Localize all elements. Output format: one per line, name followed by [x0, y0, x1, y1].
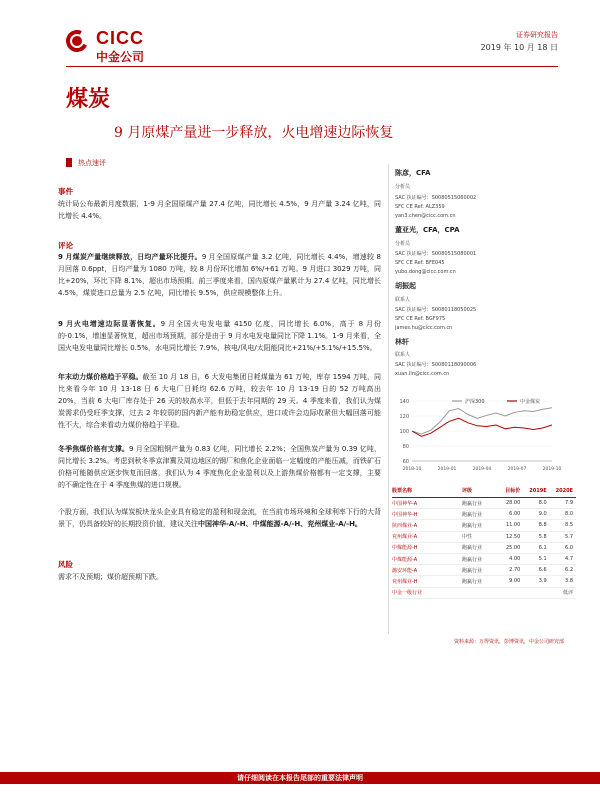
- rating-cell: 跑赢行业: [462, 553, 500, 564]
- stock-name-cell: 中国神华-H: [392, 509, 462, 520]
- value-cell: 6.6: [523, 565, 549, 576]
- analyst-email[interactable]: james.hu@cicc.com.cn: [395, 325, 453, 331]
- chart-grid: [412, 401, 552, 461]
- y-tick-label: 60: [402, 459, 409, 465]
- paragraph-coking-lead: 冬季焦煤价格有支撑。: [58, 445, 130, 453]
- series-line: [412, 408, 552, 434]
- y-tick-label: 80: [402, 444, 409, 450]
- value-cell: 低评: [550, 587, 576, 598]
- table-row: [392, 520, 576, 531]
- rating-cell: 跑赢行业: [462, 576, 500, 587]
- sector-title: 煤炭: [66, 86, 111, 112]
- stock-name-cell: 中煤能源-A: [392, 553, 462, 564]
- analyst-sac: SAC 执证编号：S0080515060002: [395, 195, 477, 201]
- paragraph-supply-body: 9 月全国原煤产量 3.2 亿吨，同比增长 4.4%，增速较 8 月回落 0.6ppt，日均产量为 1080 万吨，较 8 月份环比增加 6%/+61 万吨。9 月进口 3029 万吨，同比+20%，环比下降 8.1%，超出市场预期。前三季度来看，国内原煤产量累计为 27.4 亿吨，同比增长 4.5%，煤炭进口总量为 2.5 亿吨，同比增长 9.5%，供应规模整体上升。: [58, 253, 381, 297]
- table-row: [392, 498, 576, 509]
- report-headline: 9 月原煤产量进一步释放，火电增速边际恢复: [114, 125, 394, 141]
- risk-title: 风险: [58, 560, 73, 569]
- rating-cell: 跑赢行业: [462, 520, 500, 531]
- value-cell: [500, 587, 523, 598]
- analyst-name: 陈彦，CFA: [395, 169, 431, 177]
- analyst-role: 分析员: [395, 241, 411, 247]
- paragraph-supply-lead: 9 月煤炭产量继续释放，日均产量环比提升。: [58, 253, 202, 261]
- stock-name-cell: 中国神华-A: [392, 498, 462, 509]
- value-cell: 5.1: [523, 553, 549, 564]
- value-cell: 4.7: [550, 553, 576, 564]
- value-cell: 2.70: [500, 565, 523, 576]
- rating-cell: 跑赢行业: [462, 565, 500, 576]
- paragraph-stocks-body: 个股方面，我们认为煤炭板块龙头企业具有稳定的盈利和现金流，在当前市场环境和全球利率下行的大背景下，仍具备较好的长期投资价值，建议关注: [58, 508, 381, 528]
- paragraph-thermal-coal-price: [58, 371, 381, 431]
- paragraph-coking-body: 9 月全国粗钢产量为 0.83 亿吨，同比增长 2.2%；全国焦炭产量为 0.39 亿吨，同比增长 3.2%。考虑到秋冬季京津冀及周边地区的钢厂和焦化企业面临一定幅度的产能压减，而铁矿石价格可能随供应逐步恢复而回落，我们认为 4 季度焦化企业盈利以及上游焦煤价格都有一定支撑，主要的不确定性在于 4 季度焦煤的进口规模。: [58, 445, 382, 489]
- value-cell: 5.8: [523, 531, 549, 542]
- analyst-role: 分析员: [395, 184, 411, 190]
- legend-label: 中金煤炭: [520, 399, 541, 405]
- value-cell: 6.1: [523, 542, 549, 553]
- stock-name-cell: 陕西煤业-A: [392, 520, 462, 531]
- chart-svg: [392, 395, 562, 475]
- value-cell: 4.00: [500, 553, 523, 564]
- analyst-sac: SAC 执证编号：S0080118090006: [395, 362, 477, 368]
- series-line: [412, 418, 552, 436]
- stock-name-cell: 兖州煤业-A: [392, 531, 462, 542]
- risk-text: 需求不及预期；煤价超预期下跌。: [58, 573, 163, 581]
- table-row: [392, 576, 576, 587]
- tag-marker: [66, 158, 72, 167]
- value-cell: 5.7: [550, 531, 576, 542]
- value-cell: 8.5: [550, 520, 576, 531]
- analyst-name: 胡振起: [395, 282, 416, 290]
- rating-cell: 跑赢行业: [462, 498, 500, 509]
- rating-cell: [462, 587, 500, 598]
- x-tick-label: 2019-01: [437, 467, 457, 472]
- paragraph-thermal-lead: 9 月火电增速边际显著恢复。: [58, 320, 161, 328]
- paragraph-price-body: 截至 10 月 18 日，6 大发电集团日耗煤量为 61 万吨，库存 1594 万吨，同比来看今年 10 月 13-18 日 6 大电厂日耗均 62.6 万吨，较去年 10 月 13-19 日的 52 万吨高出 20%，当前 6 大电厂库存处于 26 天的较高水平，但低于去年同期的 29 天。4 季度来看，我们认为煤炭需求仍受旺季支撑，过去 2 年较弱的国内新产能有助稳定供应，进口或许会边际收紧但大幅回落可能性不大，综合来看动力煤价格趋于平稳。: [58, 373, 382, 429]
- logo-text-cn: 中金公司: [96, 50, 145, 64]
- value-cell: 3.9: [523, 576, 549, 587]
- chart-x-ticks: [403, 466, 562, 472]
- x-tick-label: 2019-04: [472, 467, 492, 472]
- table-header-cell: 股票名称: [392, 486, 462, 498]
- stock-name-cell: 潞安环能-A: [392, 565, 462, 576]
- table-row: [392, 587, 576, 598]
- value-cell: 9.0: [523, 509, 549, 520]
- rating-cell: 跑赢行业: [462, 509, 500, 520]
- x-tick-label: 2019-07: [507, 467, 527, 472]
- value-cell: 6.0: [550, 542, 576, 553]
- event-title: 事件: [58, 187, 73, 196]
- price-performance-chart: [392, 395, 562, 475]
- footer-disclaimer[interactable]: 请仔细阅读在本报告尾部的重要法律声明: [0, 772, 600, 784]
- y-tick-label: 140: [399, 399, 409, 405]
- table-header-cell: 目标价: [500, 486, 523, 498]
- analyst-sfc: SFC CE Ref: BGF975: [395, 316, 446, 322]
- paragraph-coking-coal: [58, 443, 381, 491]
- report-type: 证券研究报告: [516, 31, 558, 39]
- value-cell: 3.8: [550, 576, 576, 587]
- paragraph-thermal: [58, 318, 381, 354]
- value-cell: 9.00: [500, 576, 523, 587]
- value-cell: 12.50: [500, 531, 523, 542]
- table-row: [392, 531, 576, 542]
- data-source: 资料来源：万得资讯，彭博资讯，中金公司研究部: [453, 639, 564, 645]
- table-header-cell: 2019E: [523, 486, 549, 498]
- table-row: [392, 553, 576, 564]
- logo-dot-icon: [72, 36, 82, 46]
- stock-name-cell: 兖州煤业-H: [392, 576, 462, 587]
- paragraph-supply: [58, 251, 381, 299]
- analyst-email[interactable]: xuan.lin@cicc.com.cn: [395, 371, 450, 377]
- table-row: [392, 565, 576, 576]
- value-cell: 8.8: [523, 520, 549, 531]
- value-cell: 25.00: [500, 542, 523, 553]
- analyst-name: 董亚光，CFA，CPA: [395, 226, 460, 234]
- event-text: 统计局公布最新月度数据，1-9 月全国原煤产量 27.4 亿吨，同比增长 4.5%，9 月产量 3.24 亿吨，同比增长 4.4%。: [58, 200, 381, 220]
- value-cell: 6.2: [550, 565, 576, 576]
- analyst-role: 联系人: [395, 352, 411, 358]
- paragraph-stocks-picks: 中国神华-A/-H、中煤能源-A/-H、兖州煤业-A/-H。: [198, 520, 362, 528]
- value-cell: 28.00: [500, 498, 523, 509]
- analyst-sac: SAC 执证编号：S0080118050025: [395, 307, 477, 313]
- logo-text-en: CICC: [96, 28, 144, 48]
- analyst-sfc: SFC CE Ref: BFE045: [395, 260, 445, 266]
- table-body: [392, 498, 576, 599]
- legend-label: 沪深300: [465, 399, 485, 405]
- analyst-email[interactable]: yubo.dong@cicc.com.cn: [395, 269, 456, 275]
- chart-y-ticks: [399, 399, 409, 465]
- x-tick-label: 2018-10: [402, 467, 422, 472]
- analyst-sfc: SFC CE Ref: ALZ359: [395, 204, 445, 210]
- analyst-name: 林轩: [395, 338, 409, 346]
- chart-lines: [412, 408, 552, 437]
- column-divider: [388, 164, 389, 634]
- comment-title: 评论: [58, 241, 73, 250]
- y-tick-label: 120: [399, 414, 409, 420]
- table-row: [392, 509, 576, 520]
- value-cell: 7.9: [550, 498, 576, 509]
- rating-cell: 中性: [462, 531, 500, 542]
- table-header-cell: 2020E: [550, 486, 576, 498]
- paragraph-thermal-body: 9 月全国火电发电量 4150 亿度，同比增长 6.0%，高于 8 月份的-0.1%，增速显著恢复，超出市场预期，部分是由于 9 月水电发电量同比下降 1.1%。1-9 月来看，全国火电发电量同比增长 0.5%，水电同比增长 7.9%，核电/风电/太阳能同比+21%/+5.1%/+15.5%。: [58, 320, 382, 352]
- stock-name-cell: 中金一级行业: [392, 587, 462, 598]
- value-cell: 8.0: [550, 509, 576, 520]
- value-cell: 11.00: [500, 520, 523, 531]
- table-header-row: [392, 486, 576, 498]
- rating-cell: 跑赢行业: [462, 542, 500, 553]
- table-header-cell: 评级: [462, 486, 500, 498]
- report-date: 2019 年 10 月 18 日: [480, 43, 558, 52]
- y-tick-label: 100: [399, 429, 409, 435]
- header-divider: [66, 66, 558, 67]
- analyst-sac: SAC 执证编号：S0080515080001: [395, 251, 477, 257]
- stock-name-cell: 中煤能源-H: [392, 542, 462, 553]
- analyst-role: 联系人: [395, 297, 411, 303]
- paragraph-stocks: [58, 506, 381, 530]
- value-cell: 6.00: [500, 509, 523, 520]
- x-tick-label: 2019-10: [542, 467, 562, 472]
- report-tag: 热点速评: [78, 159, 106, 167]
- chart-legend: [452, 398, 540, 405]
- value-cell: 8.0: [523, 498, 549, 509]
- paragraph-price-lead: 年末动力煤价格趋于平稳。: [58, 373, 143, 381]
- analyst-email[interactable]: yan3.chen@cicc.com.cn: [395, 213, 456, 219]
- value-cell: [523, 587, 549, 598]
- table-row: [392, 542, 576, 553]
- stock-rating-table: [392, 486, 576, 599]
